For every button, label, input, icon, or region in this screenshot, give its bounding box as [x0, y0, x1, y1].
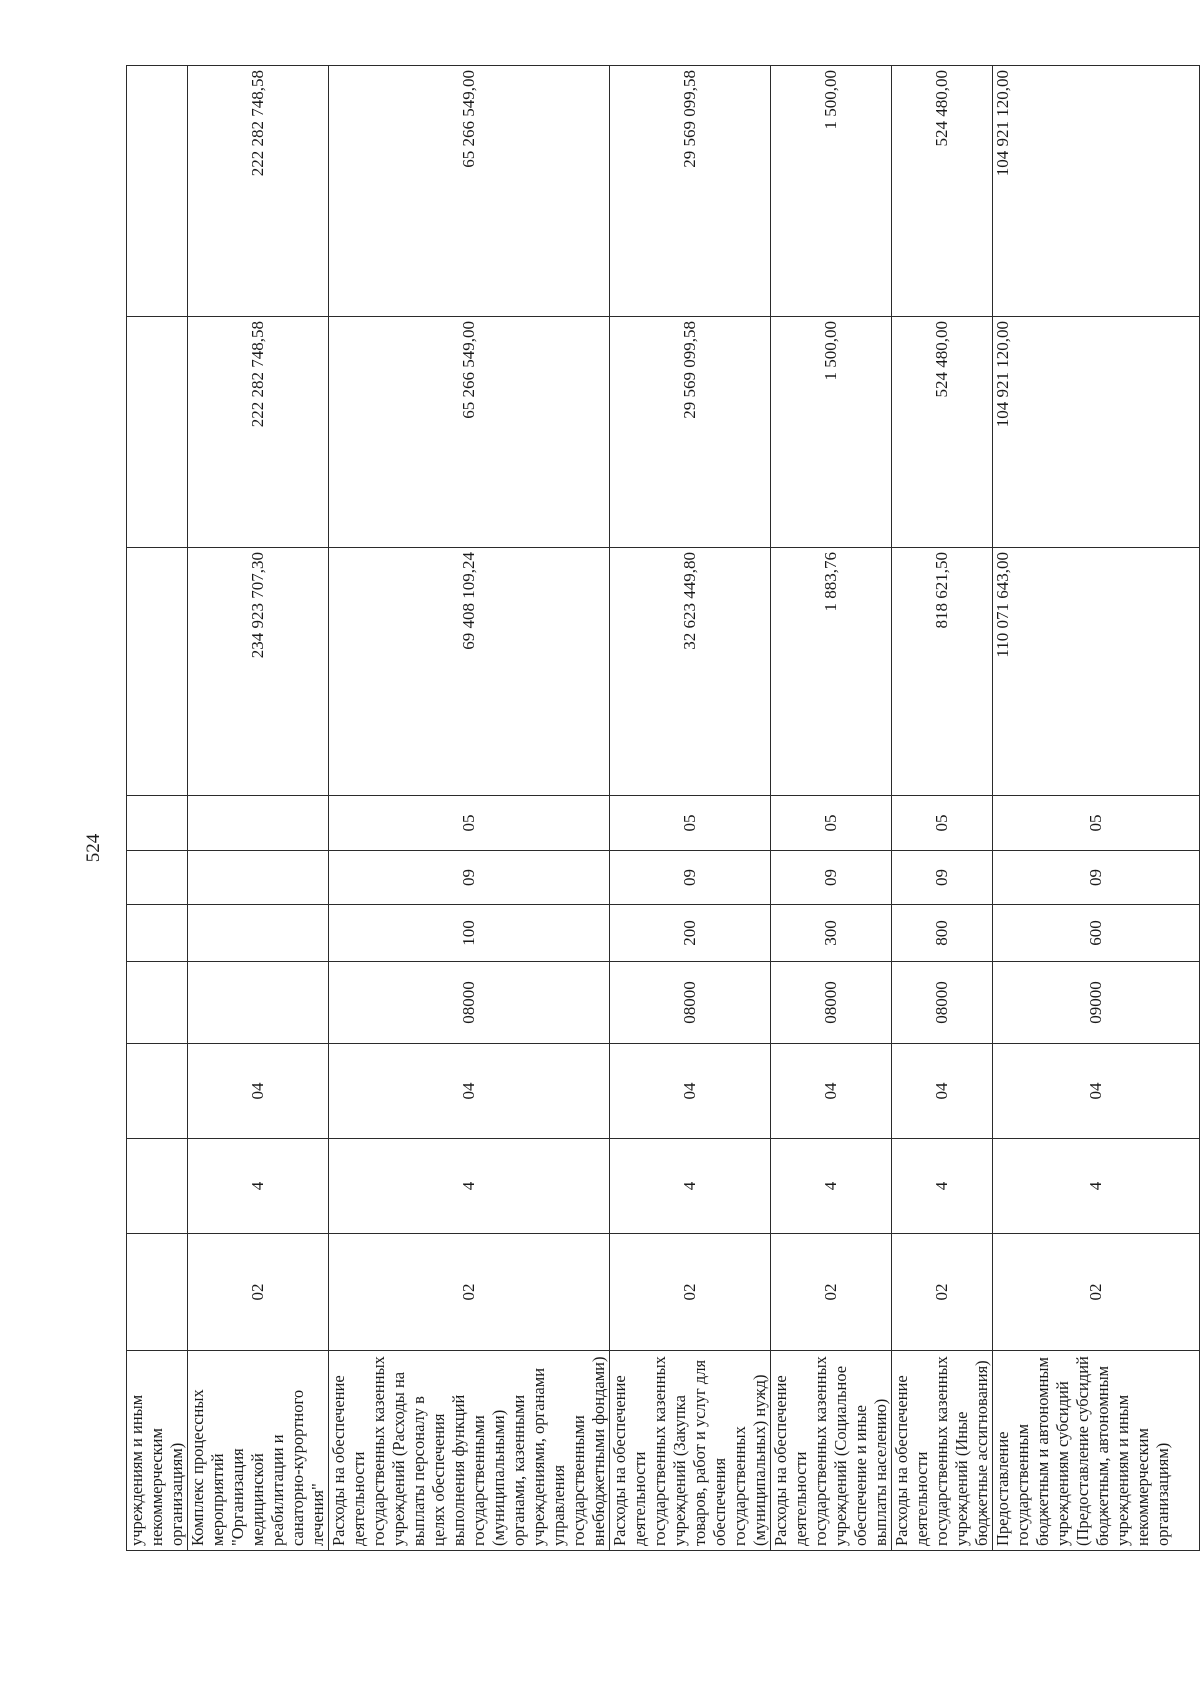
amount-cell: 32 623 449,80 [610, 548, 771, 796]
amount-cell: 524 480,00 [892, 66, 993, 317]
amount-cell: 234 923 707,30 [188, 548, 329, 796]
amount-cell [127, 548, 188, 796]
code-cell: 600 [993, 905, 1200, 962]
code-cell [188, 796, 329, 851]
code-cell: 05 [329, 796, 610, 851]
code-cell: 02 [892, 1234, 993, 1351]
code-cell: 4 [771, 1139, 892, 1234]
code-cell: 800 [892, 905, 993, 962]
code-cell: 4 [188, 1139, 329, 1234]
code-cell [127, 962, 188, 1044]
row-description: учреждениям и иным некоммерческим организациям) [127, 1351, 188, 1551]
table-row [993, 66, 1200, 1551]
code-cell [127, 1139, 188, 1234]
code-cell: 04 [610, 1044, 771, 1139]
code-cell: 08000 [329, 962, 610, 1044]
code-cell: 100 [329, 905, 610, 962]
code-cell: 02 [771, 1234, 892, 1351]
amount-cell: 29 569 099,58 [610, 317, 771, 548]
row-description: Расходы на обеспечение деятельности государственных казенных учреждений (Социальное обеспечение и иные выплаты населению) [771, 1351, 892, 1551]
code-cell: 05 [892, 796, 993, 851]
table-row [610, 66, 771, 1551]
code-cell: 300 [771, 905, 892, 962]
amount-cell: 104 921 120,00 [993, 66, 1200, 317]
row-description: Расходы на обеспечение деятельности государственных казенных учреждений (Иные бюджетные ассигнования) [892, 1351, 993, 1551]
code-cell: 02 [329, 1234, 610, 1351]
code-cell: 05 [771, 796, 892, 851]
amount-cell: 222 282 748,58 [188, 66, 329, 317]
table-row [892, 66, 993, 1551]
code-cell: 04 [771, 1044, 892, 1139]
row-description: Расходы на обеспечение деятельности государственных казенных учреждений (Расходы на выплаты персоналу в целях обеспечения выполнения функций государственными (муниципальными) органами, казенными учреждениями, органами управления государственными внебюджетными фондами) [329, 1351, 610, 1551]
code-cell: 4 [329, 1139, 610, 1234]
table-row [771, 66, 892, 1551]
code-cell: 09 [329, 851, 610, 905]
code-cell [127, 905, 188, 962]
code-cell: 09 [610, 851, 771, 905]
code-cell: 04 [329, 1044, 610, 1139]
budget-table-sheet [126, 66, 1172, 1551]
code-cell: 09 [892, 851, 993, 905]
code-cell [127, 1234, 188, 1351]
code-cell [127, 796, 188, 851]
code-cell: 05 [610, 796, 771, 851]
budget-table [126, 65, 1200, 1551]
code-cell: 02 [993, 1234, 1200, 1351]
code-cell [127, 1044, 188, 1139]
amount-cell: 29 569 099,58 [610, 66, 771, 317]
row-description: Комплекс процессных мероприятий "Организация медицинской реабилитации и санаторно-курортного лечения" [188, 1351, 329, 1551]
code-cell: 09 [993, 851, 1200, 905]
amount-cell: 69 408 109,24 [329, 548, 610, 796]
amount-cell: 524 480,00 [892, 317, 993, 548]
code-cell: 02 [610, 1234, 771, 1351]
code-cell [188, 962, 329, 1044]
row-description: Расходы на обеспечение деятельности государственных казенных учреждений (Закупка товаров, работ и услуг для обеспечения государственных (муниципальных) нужд) [610, 1351, 771, 1551]
amount-cell: 1 500,00 [771, 317, 892, 548]
code-cell: 09000 [993, 962, 1200, 1044]
table-row [127, 66, 188, 1551]
amount-cell: 65 266 549,00 [329, 66, 610, 317]
row-description: Предоставление государственным бюджетным и автономным учреждениям субсидий (Предоставление субсидий бюджетным, автономным учреждениям и иным некоммерческим организациям) [993, 1351, 1200, 1551]
amount-cell: 818 621,50 [892, 548, 993, 796]
amount-cell [127, 317, 188, 548]
table-row [188, 66, 329, 1551]
amount-cell [127, 66, 188, 317]
amount-cell: 222 282 748,58 [188, 317, 329, 548]
code-cell: 4 [892, 1139, 993, 1234]
code-cell [188, 905, 329, 962]
code-cell [127, 851, 188, 905]
amount-cell: 65 266 549,00 [329, 317, 610, 548]
code-cell: 04 [892, 1044, 993, 1139]
code-cell: 04 [188, 1044, 329, 1139]
code-cell: 4 [993, 1139, 1200, 1234]
code-cell: 02 [188, 1234, 329, 1351]
page-number: 524 [83, 833, 104, 863]
code-cell: 05 [993, 796, 1200, 851]
amount-cell: 110 071 643,00 [993, 548, 1200, 796]
code-cell: 08000 [610, 962, 771, 1044]
code-cell: 200 [610, 905, 771, 962]
code-cell: 04 [993, 1044, 1200, 1139]
code-cell: 09 [771, 851, 892, 905]
amount-cell: 1 500,00 [771, 66, 892, 317]
code-cell [188, 851, 329, 905]
table-row [329, 66, 610, 1551]
amount-cell: 1 883,76 [771, 548, 892, 796]
code-cell: 4 [610, 1139, 771, 1234]
code-cell: 08000 [771, 962, 892, 1044]
amount-cell: 104 921 120,00 [993, 317, 1200, 548]
code-cell: 08000 [892, 962, 993, 1044]
